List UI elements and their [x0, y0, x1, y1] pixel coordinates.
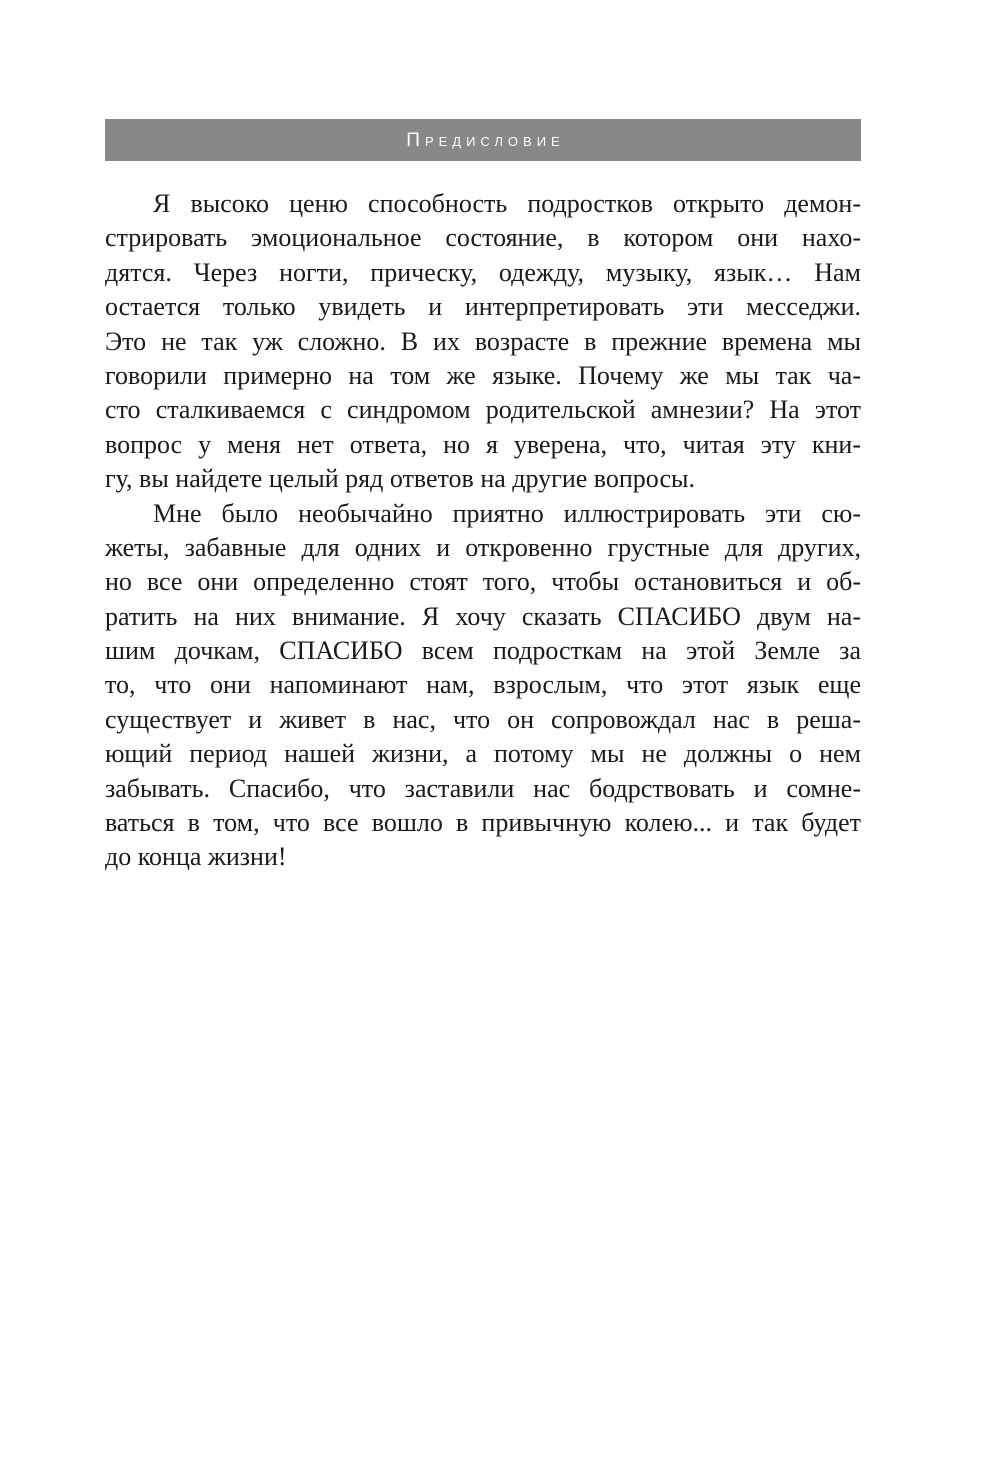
paragraph-2-line-7: существует и живет в нас, что он сопровождал нас в реша-	[105, 704, 861, 734]
paragraph-1-line-2: стрировать эмоциональное состояние, в котором они нахо-	[105, 223, 861, 253]
paragraph-2-line-6: то, что они напоминают нам, взрослым, что этот язык еще	[105, 670, 861, 700]
paragraph-2-line-5: шим дочкам, СПАСИБО всем подросткам на этой Земле за	[105, 636, 861, 666]
paragraph-2-line-2: жеты, забавные для одних и откровенно грустные для других,	[105, 532, 861, 562]
paragraph-2-line-4: ратить на них внимание. Я хочу сказать СПАСИБО двум на-	[105, 601, 861, 631]
paragraph-1-line-3: дятся. Через ногти, прическу, одежду, музыку, язык… Нам	[105, 257, 861, 287]
paragraph-1-line-8: вопрос у меня нет ответа, но я уверена, что, читая эту кни-	[105, 429, 861, 459]
paragraph-1-line-4: остается только увидеть и интерпретировать эти месседжи.	[105, 292, 861, 322]
chapter-header-bar	[105, 119, 861, 161]
paragraph-2-line-10: ваться в том, что все вошло в привычную колею... и так будет	[105, 808, 861, 838]
paragraph-1-line-6: говорили примерно на том же языке. Почему же мы так ча-	[105, 360, 861, 390]
paragraph-1-line-5: Это не так уж сложно. В их возрасте в прежние времена мы	[105, 326, 861, 356]
paragraph-2-line-9: забывать. Спасибо, что заставили нас бодрствовать и сомне-	[105, 773, 861, 803]
paragraph-2-line-3: но все они определенно стоят того, чтобы остановиться и об-	[105, 567, 861, 597]
paragraph-2-line-11: до конца жизни!	[105, 842, 287, 872]
paragraph-2-line-8: ющий период нашей жизни, а потому мы не должны о нем	[105, 739, 861, 769]
paragraph-1-line-1: Я высоко ценю способность подростков открыто демон-	[153, 189, 861, 218]
paragraph-2-line-1: Мне было необычайно приятно иллюстрировать эти сю-	[153, 498, 861, 528]
paragraph-1-line-7: сто сталкиваемся с синдромом родительской амнезии? На этот	[105, 395, 861, 425]
chapter-title: Предисловие	[406, 129, 565, 151]
body-text	[105, 187, 861, 875]
paragraph-1-line-9: гу, вы найдете целый ряд ответов на другие вопросы.	[105, 464, 695, 494]
